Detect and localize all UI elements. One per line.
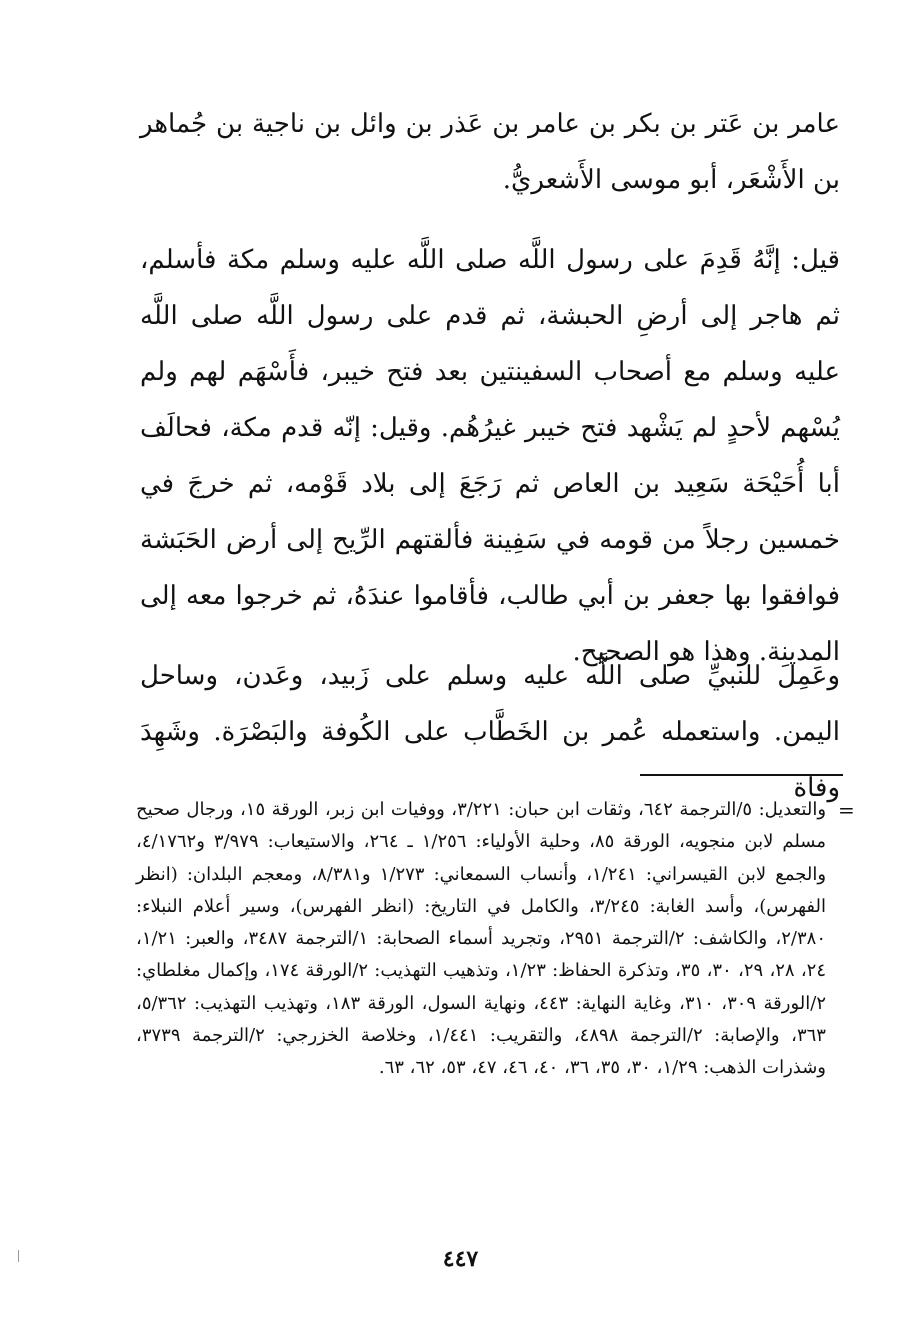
footnote-continuation-marker: =: [838, 798, 855, 822]
paragraph-lineage: عامر بن عَتر بن بكر بن عامر بن عَذر بن وائل بن ناجية بن جُماهر بن الأَشْعَر، أبو موسى الأَشعريُّ.: [140, 109, 840, 195]
paragraph-appointments: وعَمِلَ للنبيِّ صلى اللَّه عليه وسلم على زَبيد، وعَدن، وساحل اليمن. واستعمله عُمر بن الخَطَّاب على الكُوفة والبَصْرَة. وشَهِدَ وفاة: [140, 661, 840, 803]
page-number: ٤٤٧: [442, 1246, 479, 1272]
footnote-separator: [640, 774, 843, 776]
paragraph-biography: قيل: إنَّهُ قَدِمَ على رسول اللَّه صلى اللَّه عليه وسلم مكة فأسلم، ثم هاجر إلى أرضِ الحبشة، ثم قدم على رسول اللَّه صلى اللَّه عليه وسلم مع أصحاب السفينتين بعد فتح خيبر، فأَسْهَم لهم ولم يُسْهم لأحدٍ لم يَشْهد فتح خيبر غيرُهُم. وقيل: إنّه قدم مكة، فحالَف أبا أُحَيْحَة سَعِيد بن العاص ثم رَجَعَ إلى بلاد قَوْمه، ثم خرجَ في خمسين رجلاً من قومه في سَفِينة فألقتهم الرِّيح إلى أرض الحَبَشة فوافقوا بها جعفر بن أبي طالب، فأقاموا عندَهُ، ثم خرجوا معه إلى المدينة. وهذا هو الصحيح.: [140, 245, 840, 667]
footnote-references: والتعديل: ٥/الترجمة ٦٤٢، وثقات ابن حبان: ٣/٢٢١، ووفيات ابن زبر، الورقة ١٥، ورجال صحيح مسلم لابن منجويه، الورقة ٨٥، وحلية الأولياء: ١/٢٥٦ ـ ٢٦٤، والاستيعاب: ٣/٩٧٩ و٤/١٧٦٢، والجمع لابن القيسراني: ١/٢٤١، وأنساب السمعاني: ١/٢٧٣ و٨/٣٨١، ومعجم البلدان: (انظر الفهرس)، وأسد الغابة: ٣/٢٤٥، والكامل في التاريخ: (انظر الفهرس)، وسير أعلام النبلاء: ٢/٣٨٠، والكاشف: ٢/الترجمة ٢٩٥١، وتجريد أسماء الصحابة: ١/الترجمة ٣٤٨٧، والعبر: ١/٢١، ٢٤، ٢٨، ٢٩، ٣٠، ٣٥، وتذكرة الحفاظ: ١/٢٣، وتذهيب التهذيب: ٢/الورقة ١٧٤، وإكمال مغلطاي: ٢/الورقة ٣٠٩، ٣١٠، وغاية النهاية: ٤٤٣، ونهاية السول، الورقة ١٨٣، وتهذيب التهذيب: ٥/٣٦٢، ٣٦٣، والإصابة: ٢/الترجمة ٤٨٩٨، والتقريب: ١/٤٤١، وخلاصة الخزرجي: ٢/الترجمة ٣٧٣٩، وشذرات الذهب: ١/٢٩، ٣٠، ٣٥، ٣٦، ٤٠، ٤٦، ٤٧، ٥٣، ٦٢، ٦٣.: [136, 799, 827, 1079]
scan-mark: [18, 1250, 19, 1262]
